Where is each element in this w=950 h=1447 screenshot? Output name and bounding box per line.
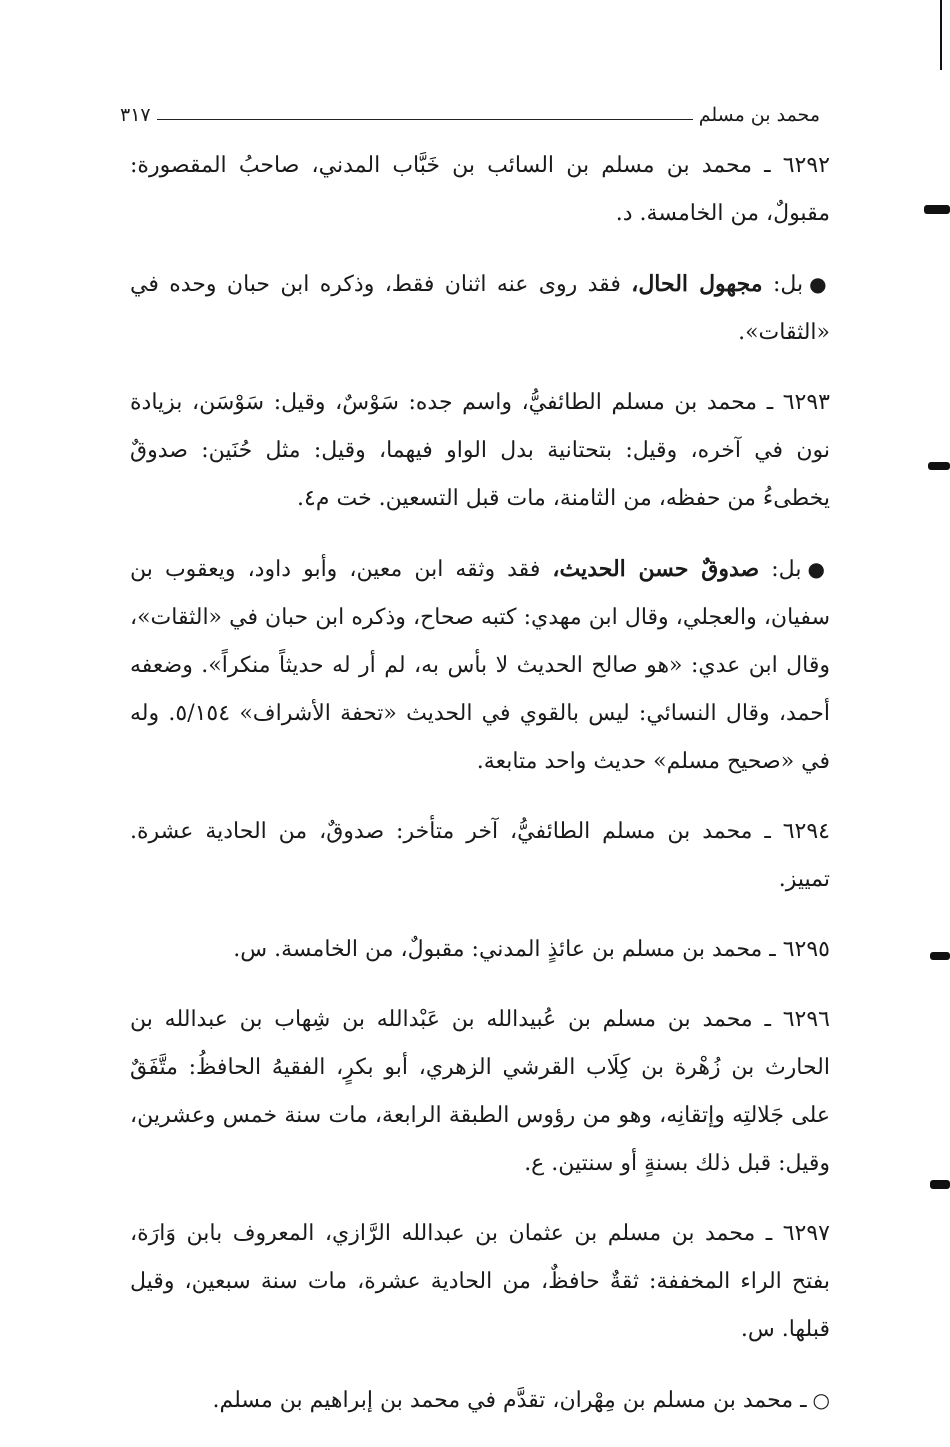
entry-6292	[130, 142, 830, 238]
entry-text: ٦٢٩٧ ـ محمد بن مسلم بن عثمان بن عبدالله الرَّازي، المعروف بابن وَارَة، بفتح الراء المخففة: ثقةٌ حافظٌ، من الحادية عشرة، مات سنة سبعين، وقيل قبلها. س.	[130, 1221, 830, 1342]
entry-6296	[130, 996, 830, 1188]
thumb-index-mark	[930, 1180, 950, 1189]
entry-text: ٦٢٩٥ ـ محمد بن مسلم بن عائذٍ المدني: مقبولٌ، من الخامسة. س.	[233, 937, 830, 962]
entry-text: ٦٢٩٣ ـ محمد بن مسلم الطائفيُّ، واسم جده: سَوْسٌ، وقيل: سَوْسَن، بزيادة نون في آخره، وقيل: بتحتانية بدل الواو فيهما، وقيل: مثل حُنَين: صدوقٌ يخطىءُ من حفظه، من الثامنة، مات قبل التسعين. خت م٤.	[130, 390, 830, 511]
remark-text: فقد روى عنه اثنان فقط، وذكره ابن حبان وحده في «الثقات».	[130, 272, 830, 345]
bullet-icon: ●	[809, 272, 830, 296]
remark-verdict: مجهول الحال،	[631, 271, 763, 297]
remark-verdict: صدوقٌ حسن الحديث،	[552, 556, 760, 582]
header-rule	[157, 119, 693, 120]
page-number: ٣١٧	[120, 104, 151, 126]
note-text: ـ محمد بن مسلم بن مِهْران، تقدَّم في محمد بن إبراهيم بن مسلم.	[212, 1388, 807, 1413]
running-title: محمد بن مسلم	[698, 104, 820, 126]
thumb-index-mark	[924, 205, 950, 214]
remark-6293	[130, 545, 830, 786]
bullet-icon: ●	[807, 557, 830, 581]
thumb-index-mark	[928, 462, 950, 470]
remark-text: فقد وثقه ابن معين، وأبو داود، ويعقوب بن سفيان، والعجلي، وقال ابن مهدي: كتبه صحاح، وذكره ابن حبان في «الثقات»، وقال ابن عدي: «هو صالح الحديث لا بأس به، لم أر له حديثاً منكراً». وضعفه أحمد، وقال النسائي: ليس بالقوي في الحديث «تحفة الأشراف» ٥/١٥٤. وله في «صحيح مسلم» حديث واحد متابعة.	[130, 557, 830, 774]
remark-lead: بل:	[759, 557, 802, 582]
cross-reference-note	[130, 1376, 830, 1425]
entry-text: ٦٢٩٢ ـ محمد بن مسلم بن السائب بن خَبَّاب المدني، صاحبُ المقصورة: مقبولٌ، من الخامسة. د.	[130, 153, 830, 226]
running-header	[120, 96, 820, 126]
entry-text: ٦٢٩٤ ـ محمد بن مسلم الطائفيُّ، آخر متأخر: صدوقٌ، من الحادية عشرة. تمييز.	[130, 819, 830, 892]
page-body	[130, 142, 830, 1447]
thumb-index-mark	[930, 952, 950, 960]
entry-6294	[130, 808, 830, 904]
circle-icon: ○	[812, 1388, 830, 1412]
remark-lead: بل:	[762, 272, 804, 297]
entry-6295	[130, 926, 830, 974]
entry-6297	[130, 1210, 830, 1354]
entry-6293	[130, 379, 830, 523]
entry-text: ٦٢٩٦ ـ محمد بن مسلم بن عُبيدالله بن عَبْدالله بن شِهاب بن عبدالله بن الحارث بن زُهْرة بن كِلَاب القرشي الزهري، أبو بكرٍ، الفقيهُ الحافظُ: متَّفَقٌ على جَلالتِه وإتقانِه، وهو من رؤوس الطبقة الرابعة، مات سنة خمس وعشرين، وقيل: قبل ذلك بسنةٍ أو سنتين. ع.	[130, 1007, 830, 1176]
remark-6292	[130, 260, 830, 357]
page-edge-mark	[934, 0, 942, 70]
